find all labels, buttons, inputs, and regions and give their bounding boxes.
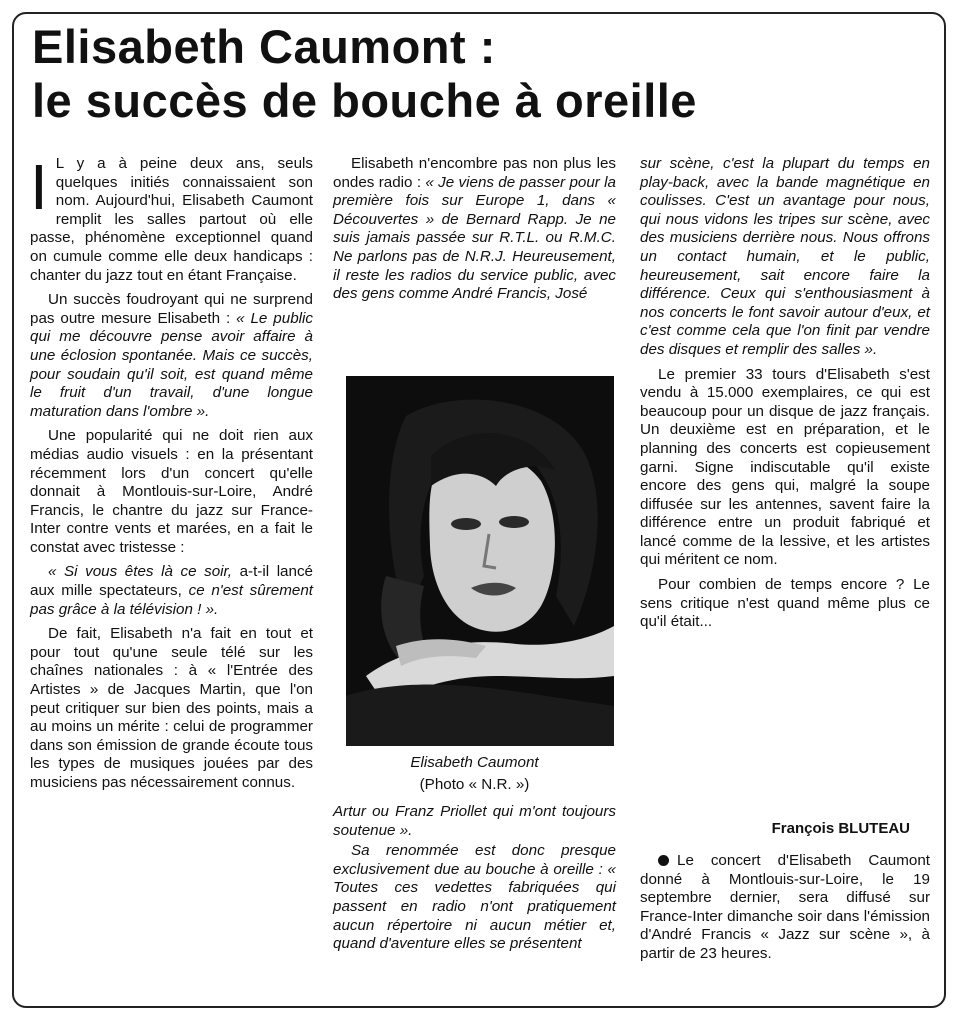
paragraph-radio xyxy=(333,155,616,304)
paragraph-4-quote-b: ce n'est sûrement pas grâce à la télévision ! ». xyxy=(30,582,313,618)
caption-name: Elisabeth Caumont xyxy=(410,754,539,771)
paragraph-radio-text: Elisabeth n'encombre pas non plus les ondes radio : xyxy=(333,155,616,191)
caption-credit: (Photo « N.R. ») xyxy=(419,776,530,793)
paragraph-2 xyxy=(30,291,313,421)
paragraph-2-text: Un succès foudroyant qui ne surprend pas outre mesure Elisabeth : xyxy=(30,291,313,327)
drop-cap: I xyxy=(30,151,48,223)
author-signature: François BLUTEAU xyxy=(771,820,910,837)
column-1 xyxy=(30,151,313,799)
column-2-bottom xyxy=(333,803,616,956)
portrait-photo xyxy=(346,376,614,746)
headline xyxy=(32,20,932,128)
column-3 xyxy=(640,155,930,638)
column-2-top xyxy=(333,155,616,310)
paragraph-4-quote-a: « Si vous êtes là ce soir, xyxy=(48,563,232,581)
paragraph-radio-end: Artur ou Franz Priollet qui m'ont toujours soutenue ». xyxy=(333,803,616,839)
bullet-icon xyxy=(658,855,669,866)
paragraph-4-text: a-t-il lancé aux mille spectateurs, xyxy=(30,563,313,600)
paragraph-4 xyxy=(30,563,313,619)
paragraph-scene-quote: sur scène, c'est la plupart du temps en play-back, avec la bande magnétique en coulisses. C'est un avantage pour nous, qui nous vidons les tripes sur scène, avec des musiciens derrière nous. Nous offrons un contact humain, et le public, heureusement, sait encore faire la différence. Ceux qui s'enthousiasment à nos concerts le font savoir autour d'eux, et c'est comme cela que l'on finit par vendre des disques et remplir des salles ». xyxy=(640,155,930,358)
headline-line-1: Elisabeth Caumont : xyxy=(32,20,496,73)
paragraph-renommee: Sa renommée est donc presque exclusivement due au bouche à oreille : « Toutes ces vedettes fabriquées qui passent en radio n'ont pratiquement aucun répertoire ni aucun métier et, quand d'aventure elles se présentent xyxy=(333,842,616,953)
portrait-illustration xyxy=(346,376,614,746)
paragraph-5: De fait, Elisabeth n'a fait en tout et pour tout qu'une seule télé sur les chaînes nationales : à « l'Entrée des Artistes » de Jacques Martin, que l'on peut critiquer sur bien des points, mais a au moins un mérite : celui de programmer dans son émission de grande écoute tous les types de musiques jouées par des musiciens pas nécessairement connus. xyxy=(30,625,313,791)
paragraph-album: Le premier 33 tours d'Elisabeth s'est vendu à 15.000 exemplaires, ce qui est beaucoup pour un disque de jazz français. Un deuxième est en préparation, et le planning des concerts est copieusement garni. Signe indiscutable qu'il existe encore des gens qui, malgré la soupe diffusée sur les antennes, savent faire la différence entre un produit fabriqué et lancé comme de la lessive, et les artistes qui méritent ce nom. xyxy=(640,365,930,569)
broadcast-note xyxy=(640,852,930,964)
paragraph-2-quote: « Le public qui me découvre pense avoir affaire à une éclosion spontanée. Mais ce succès, pour soudain qu'il soit, est quand même le fruit d'un travail, d'une longue maturation dans l'ombre ». xyxy=(30,309,313,420)
broadcast-note-text: Le concert d'Elisabeth Caumont donné à Montlouis-sur-Loire, le 19 septembre dernier, sera diffusé sur France-Inter dimanche soir dans l'émission d'André Francis « Jazz sur scène », à partir de 23 heures. xyxy=(640,852,930,962)
paragraph-closing: Pour combien de temps encore ? Le sens critique n'est quand même plus ce qu'il était... xyxy=(640,576,930,631)
paragraph-3: Une popularité qui ne doit rien aux médias audio visuels : en la présentant récemment lors d'un concert qu'elle donnait à Montlouis-sur-Loire, André Francis, le chantre du jazz sur France-Inter contre vents et marées, en a fait le constat avec tristesse : xyxy=(30,427,313,556)
paragraph-radio-quote: « Je viens de passer pour la première fois sur Europe 1, dans « Découvertes » de Bernard Rapp. Je ne suis jamais passée sur R.T.L. ou R.M.C. Ne parlons pas de N.R.J. Heureusement, il reste les radios du service public, avec des gens comme André Francis, José xyxy=(333,173,616,303)
paragraph-intro-text: L y a à peine deux ans, seuls quelques initiés connaissaient son nom. Aujourd'hui, Elisabeth Caumont remplit les salles partout où elle passe, phénomène exceptionnel quand on cumule comme elle deux handicaps : chanter du jazz tout en étant Française. xyxy=(30,155,313,284)
photo-caption xyxy=(333,752,616,796)
headline-line-2: le succès de bouche à oreille xyxy=(32,74,697,127)
paragraph-intro xyxy=(30,151,313,285)
